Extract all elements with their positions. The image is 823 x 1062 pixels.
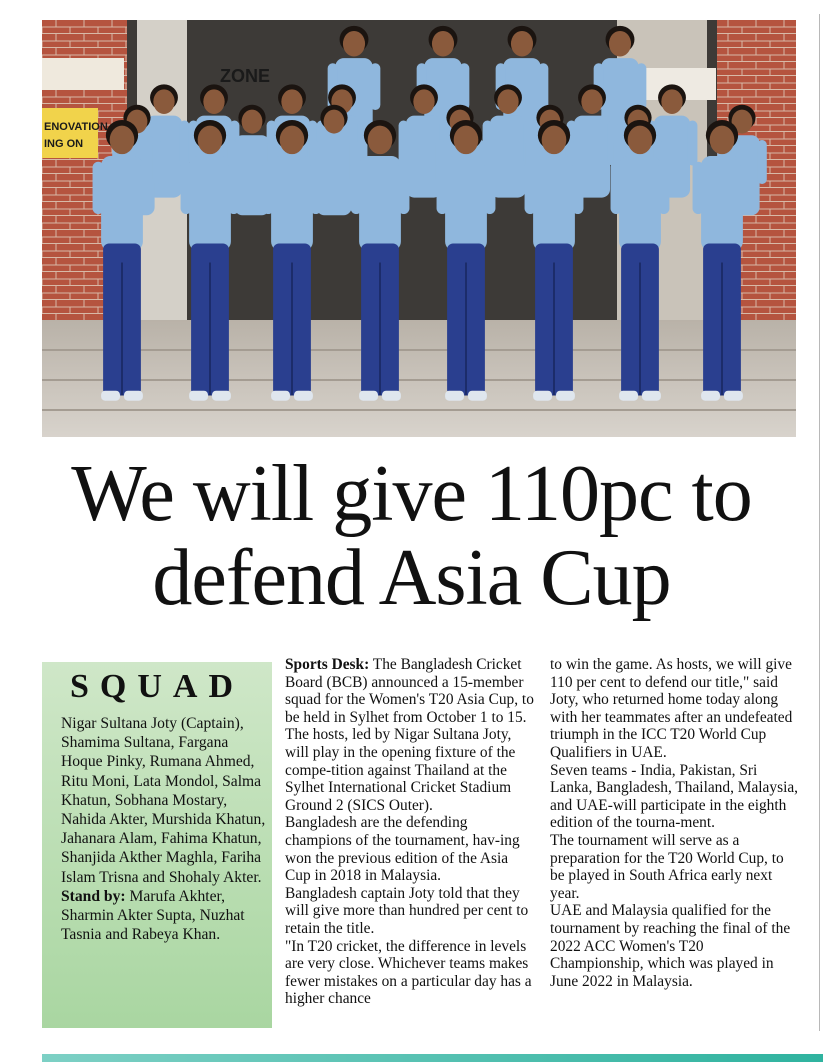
renovation-sign-text-1: ENOVATION (44, 121, 108, 133)
article-paragraph-5: to win the game. As hosts, we will give 110 per cent to defend our title," said Joty, who returned home today along with her teammates after an undefeated triumph in the ICC T20 World Cup Qualifiers in UAE. (550, 656, 793, 761)
squad-title: SQUAD (69, 668, 245, 705)
column-divider (819, 14, 820, 1031)
headline-line-1: We will give 110pc to (71, 450, 752, 538)
article-paragraph-8: UAE and Malaysia qualified for the tournament by reaching the final of the 2022 ACC Women's T20 Championship, which was played in June 2022 in Malaysia. (550, 902, 791, 990)
steps (42, 320, 796, 437)
article-column-2 (550, 656, 800, 990)
team-photo-illustration (42, 20, 796, 437)
squad-list (61, 714, 266, 944)
article-paragraph-7: The tournament will serve as a preparation for the T20 World Cup, to be played in South Africa early next year. (550, 831, 784, 902)
team-photo (42, 20, 796, 437)
article-paragraph-2: Bangladesh are the defending champions of the tournament, hav-ing won the previous edition of the Asia Cup in 2018 in Malaysia. (285, 814, 520, 885)
zone-sign-text: ZONE (220, 66, 271, 86)
standby-label: Stand by: (61, 887, 126, 905)
article-paragraph-3: Bangladesh captain Joty told that they will give more than hundred per cent to retain the title. (285, 884, 529, 937)
renovation-sign (42, 108, 98, 158)
bottom-accent-bar (42, 1054, 823, 1062)
article-paragraph-6: Seven teams - India, Pakistan, Sri Lanka, Bangladesh, Thailand, Malaysia, and UAE-will participate in the eighth edition of the tourna-ment. (550, 761, 799, 832)
standby-members: Marufa Akhter, Sharmin Akter Supta, Nuzhat Tasnia and Rabeya Khan. (61, 887, 245, 944)
squad-members: Nigar Sultana Joty (Captain), Shamima Sultana, Fargana Hoque Pinky, Rumana Ahmed, Ritu Moni, Lata Mondol, Salma Khatun, Sobhana Mostary, Nahida Akter, Murshida Khatun, Jahanara Alam, Fahima Khatun, Shanjida Akther Maghla, Fariha Islam Trisna and Shohaly Akter. (61, 715, 266, 886)
squad-box (42, 662, 272, 1028)
renovation-sign-text-2: ING ON (44, 138, 84, 150)
headline-line-2: defend Asia Cup (152, 534, 671, 622)
article-column-1 (285, 656, 537, 1008)
byline: Sports Desk: (285, 656, 370, 673)
article-paragraph-4: "In T20 cricket, the difference in levels are very close. Whichever teams makes fewer mistakes on a particular day has a higher chance (285, 937, 532, 1008)
logo-sign (42, 58, 124, 90)
article-paragraph-1: Sports Desk: The Bangladesh Cricket Board (BCB) announced a 15-member squad for the Women's T20 Asia Cup, to be held in Sylhet from October 1 to 15. The hosts, led by Nigar Sultana Joty, will play in the opening fixture of the compe-tition against Thailand at the Sylhet International Cricket Stadium Ground 2 (SICS Outer). (285, 656, 534, 814)
headline (0, 452, 823, 620)
